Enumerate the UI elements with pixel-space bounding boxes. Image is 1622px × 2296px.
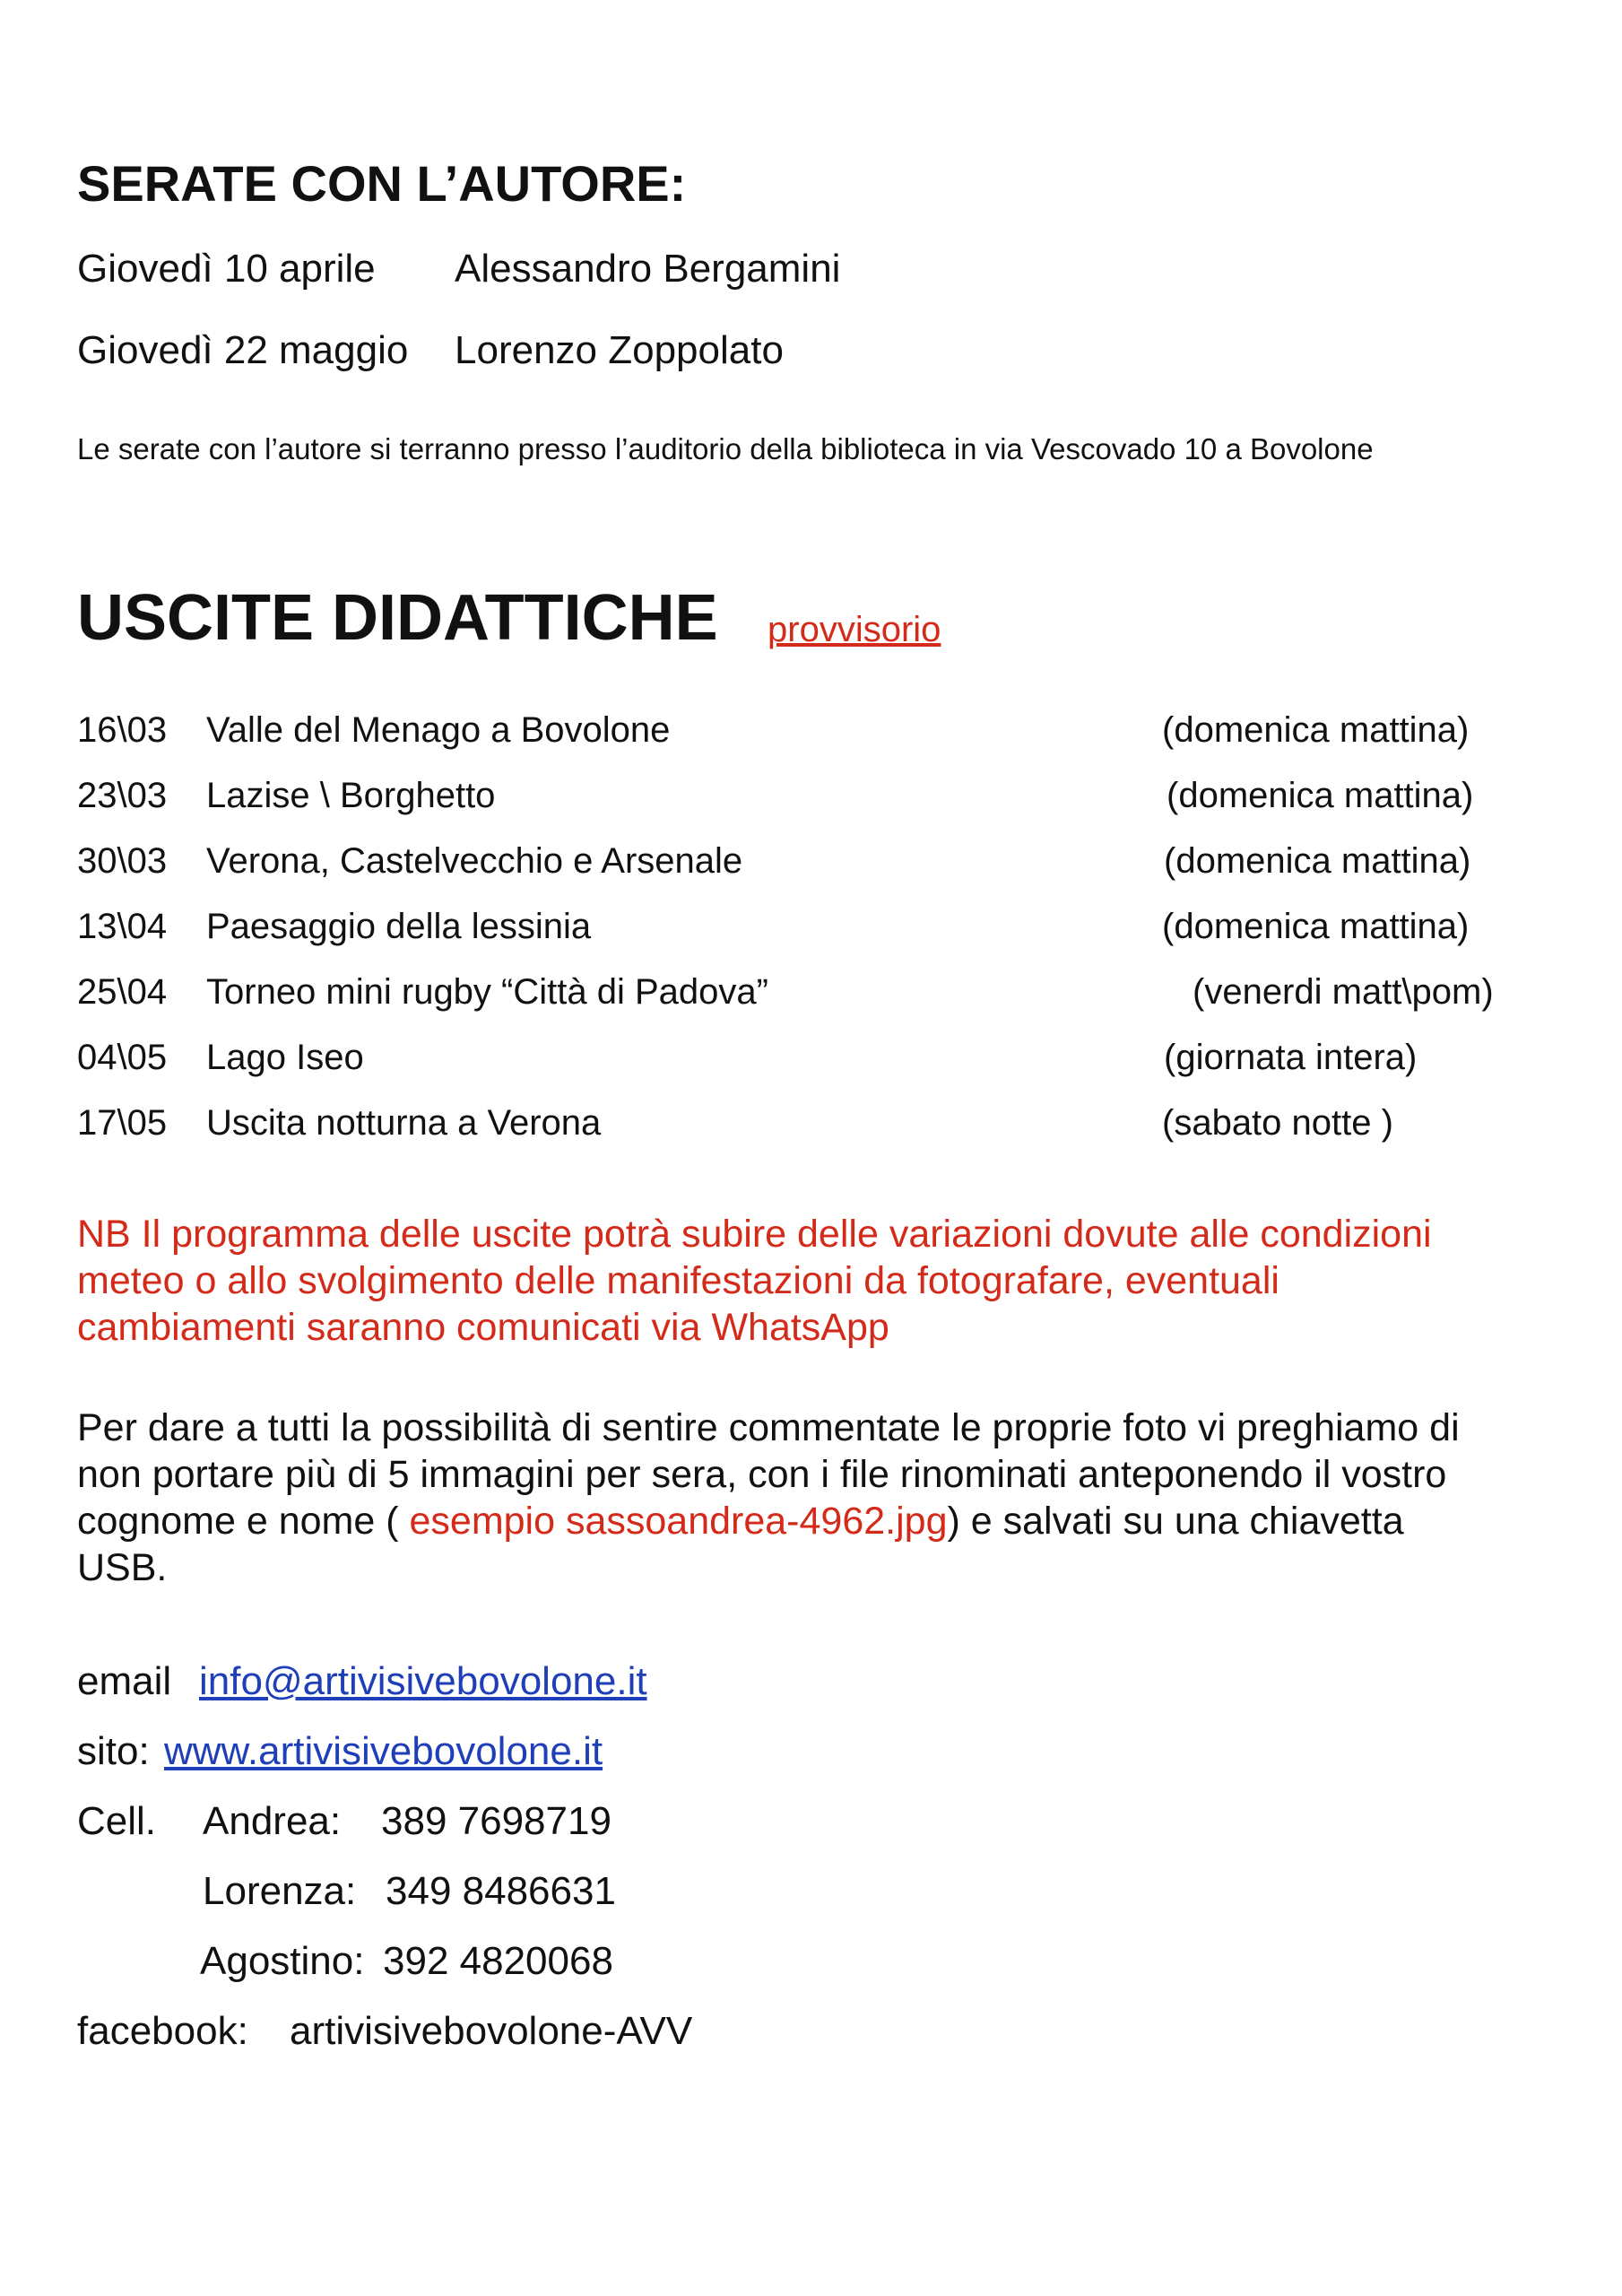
schedule-when: (domenica mattina) (1167, 776, 1474, 815)
schedule-when: (domenica mattina) (1162, 907, 1470, 946)
schedule-place: Valle del Menago a Bovolone (206, 710, 671, 750)
email-label: email (77, 1659, 172, 1703)
schedule-place: Lago Iseo (206, 1038, 364, 1077)
phone-number: 389 7698719 (381, 1799, 612, 1843)
instructions-line-3-post: ) e salvati su una chiavetta (947, 1500, 1404, 1543)
serate-heading: SERATE CON L’AUTORE: (77, 155, 687, 212)
schedule-date: 30\03 (77, 841, 168, 881)
facebook-label: facebook: (77, 2009, 248, 2053)
uscite-heading: USCITE DIDATTICHE (77, 582, 718, 654)
phone-name: Andrea: (203, 1799, 342, 1843)
serata-author-2: Lorenzo Zoppolato (455, 328, 784, 372)
filename-example: esempio sassoandrea-4962.jpg (409, 1500, 948, 1543)
nb-line-3: cambiamenti saranno comunicati via WhatsApp (77, 1306, 889, 1349)
schedule-date: 04\05 (77, 1038, 168, 1077)
instructions-line-3 (77, 1498, 1404, 1545)
schedule-place: Torneo mini rugby “Città di Padova” (206, 972, 768, 1012)
schedule-place: Lazise \ Borghetto (206, 776, 496, 815)
schedule-date: 16\03 (77, 710, 168, 750)
serata-date-2: Giovedì 22 maggio (77, 328, 409, 372)
site-label: sito: (77, 1729, 150, 1773)
schedule-place: Uscita notturna a Verona (206, 1103, 602, 1143)
schedule-date: 13\04 (77, 907, 168, 946)
site-link[interactable]: www.artivisivebovolone.it (164, 1729, 603, 1773)
instructions-line-4: USB. (77, 1546, 168, 1589)
phone-name: Agostino: (200, 1939, 365, 1983)
facebook-handle: artivisivebovolone-AVV (290, 2009, 693, 2053)
instructions-line-3-pre: cognome e nome ( (77, 1500, 410, 1543)
schedule-place: Verona, Castelvecchio e Arsenale (206, 841, 743, 881)
instructions-line-1: Per dare a tutti la possibilità di sentire commentate le proprie foto vi preghiamo di (77, 1406, 1460, 1449)
schedule-when: (giornata intera) (1164, 1038, 1418, 1077)
schedule-date: 25\04 (77, 972, 168, 1012)
schedule-when: (venerdi matt\pom) (1193, 972, 1494, 1012)
phone-number: 349 8486631 (386, 1869, 616, 1913)
schedule-when: (domenica mattina) (1164, 841, 1471, 881)
serate-note: Le serate con l’autore si terranno presso l’auditorio della biblioteca in via Vescovado 10 a Bovolone (77, 432, 1374, 465)
schedule-when: (domenica mattina) (1162, 710, 1470, 750)
schedule-place: Paesaggio della lessinia (206, 907, 592, 946)
phone-name: Lorenza: (203, 1869, 357, 1913)
email-link[interactable]: info@artivisivebovolone.it (199, 1659, 647, 1703)
nb-line-2: meteo o allo svolgimento delle manifestazioni da fotografare, eventuali (77, 1259, 1279, 1302)
schedule-date: 17\05 (77, 1103, 168, 1143)
schedule-when: (sabato notte ) (1162, 1103, 1393, 1143)
nb-line-1: NB Il programma delle uscite potrà subire delle variazioni dovute alle condizioni (77, 1213, 1432, 1256)
phone-number: 392 4820068 (383, 1939, 613, 1983)
instructions-line-2: non portare più di 5 immagini per sera, con i file rinominati anteponendo il vostro (77, 1453, 1447, 1496)
cell-label: Cell. (77, 1799, 157, 1843)
provvisorio-link[interactable]: provvisorio (768, 610, 941, 649)
serata-author-1: Alessandro Bergamini (455, 247, 841, 291)
schedule-date: 23\03 (77, 776, 168, 815)
serata-date-1: Giovedì 10 aprile (77, 247, 376, 291)
